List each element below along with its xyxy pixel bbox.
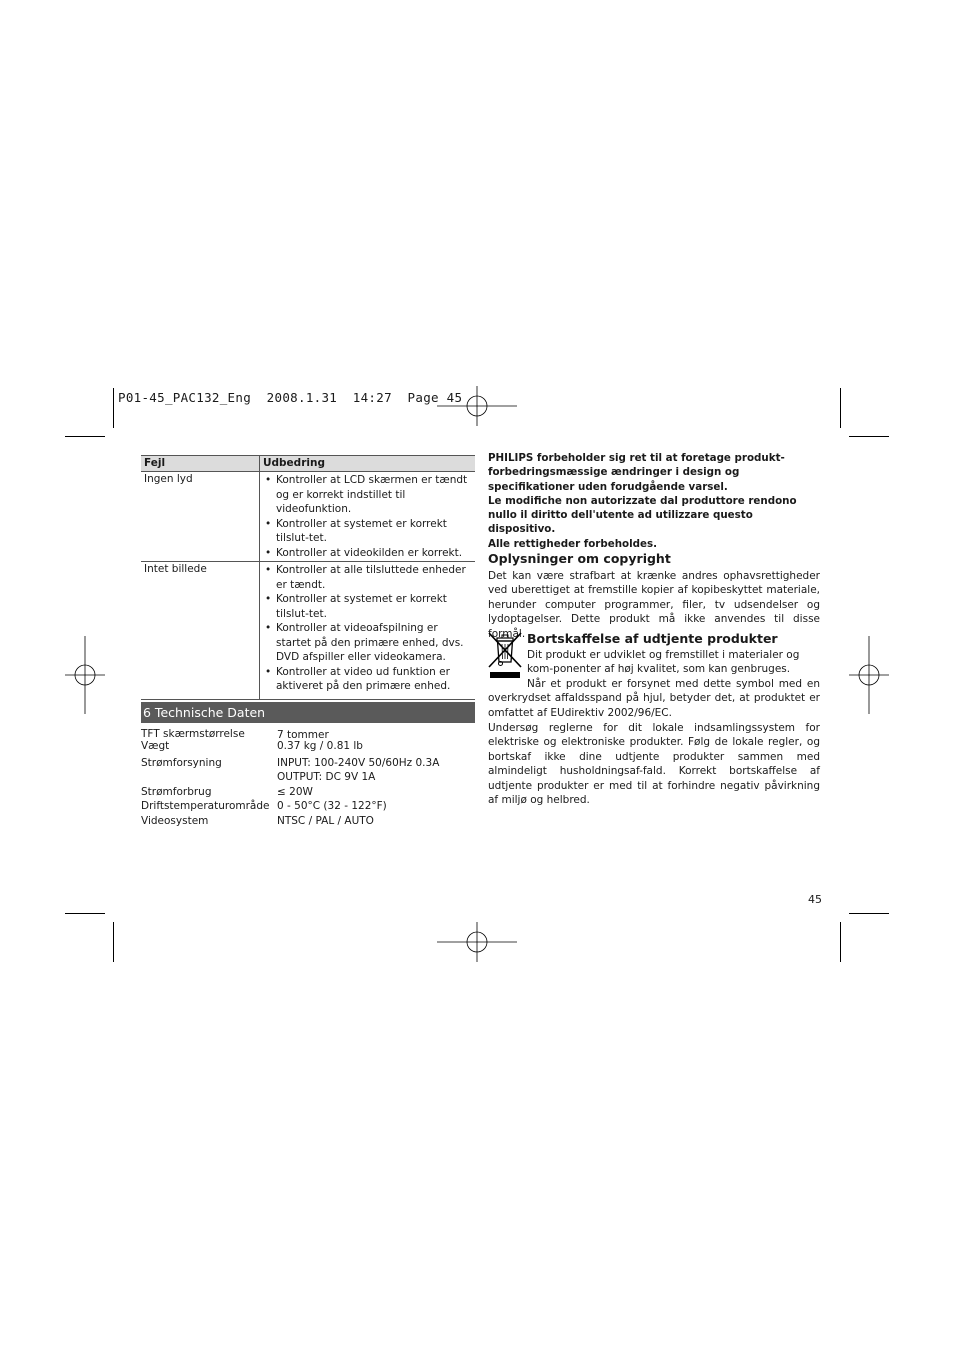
table-row	[141, 784, 475, 799]
spec-key: Videosystem	[141, 815, 209, 827]
spec-key: TFT skærmstørrelse	[141, 728, 245, 740]
list-item: • Kontroller at video ud funktion er aktiveret på den primære enhed.	[263, 665, 472, 694]
spec-key: Vægt	[141, 740, 170, 752]
disposal-paragraph: Undersøg reglerne for dit lokale indsamlingssystem for elektriske og elektroniske produkter. Følg de lokale regler, og bortskaf ikke dine udtjente produkter sammen med almindeligt husholdningsaf-fald. Korrekt bortskaffelse af udtjente produkter er med til at forhindre negativ påvirkning af miljø og helbred.	[488, 722, 820, 807]
table-row	[141, 750, 475, 770]
disposal-paragraph: Når et produkt er forsynet med dette symbol med en overkrydset affaldsspand på hjul, betyder det, at produktet er omfattet af EUdirektiv 2002/96/EC.	[488, 678, 820, 719]
list-item: • Kontroller at systemet er korrekt tilslut-tet.	[263, 517, 472, 546]
spec-key: Strømforbrug	[141, 786, 212, 798]
spec-value: OUTPUT: DC 9V 1A	[277, 771, 376, 783]
copyright-text: Det kan være strafbart at krænke andres ophavsrettigheder ved uberettiget at fremstille kopier af kopibeskyttet materiale, herunder computer programmer, filer, tv udsendelser og lydoptagelser. Dette produkt må ikke anvendes til disse formål.	[488, 570, 820, 640]
registration-mark-icon	[437, 922, 517, 962]
notice-paragraph: Alle rettigheder forbeholdes.	[488, 537, 658, 550]
spec-key: Driftstemperaturområde	[141, 800, 270, 812]
crop-mark	[840, 922, 841, 962]
solution-list	[263, 563, 472, 694]
crop-mark	[113, 388, 114, 428]
table-row	[141, 472, 475, 562]
table-row	[141, 562, 475, 700]
crop-mark	[65, 436, 105, 437]
table-row	[141, 813, 475, 828]
crossed-out-wheelie-bin-icon	[488, 632, 522, 680]
column-header-remedy: Udbedring	[260, 456, 476, 472]
spec-key	[141, 770, 277, 784]
troubleshooting-table	[141, 455, 475, 700]
spec-value: 7 tommer	[277, 729, 329, 741]
crop-mark	[849, 913, 889, 914]
disposal-heading: Bortskaffelse af udtjente produkter	[527, 631, 778, 646]
problem-cell: Ingen lyd	[141, 472, 260, 562]
spec-value: 0.37 kg / 0.81 lb	[277, 740, 363, 752]
solution-list	[263, 473, 472, 560]
spec-value: 0 - 50°C (32 - 122°F)	[277, 800, 387, 812]
list-item: • Kontroller at videokilden er korrekt.	[263, 546, 472, 561]
specs-table	[141, 727, 475, 828]
section-heading-technical-data: 6 Technische Daten	[141, 702, 475, 723]
column-header-fault: Fejl	[141, 456, 260, 472]
list-item: • Kontroller at videoafspilning er startet på den primære enhed, dvs. DVD afspiller eller videokamera.	[263, 621, 472, 665]
list-item: • Kontroller at LCD skærmen er tændt og er korrekt indstillet til videofunktion.	[263, 473, 472, 517]
spec-value: NTSC / PAL / AUTO	[277, 815, 374, 827]
notice-paragraph: Le modifiche non autorizzate dal produttore rendono nullo il diritto dell'utente ad utilizzare questo dispositivo.	[488, 494, 797, 536]
disposal-paragraph: Dit produkt er udviklet og fremstillet i materialer og kom-ponenter af høj kvalitet, som kan genbruges.	[527, 649, 800, 676]
registration-mark-icon	[65, 636, 105, 714]
crop-mark	[113, 922, 114, 962]
solutions-cell	[260, 472, 476, 562]
spec-value: INPUT: 100-240V 50/60Hz 0.3A	[277, 757, 440, 769]
registration-mark-icon	[849, 636, 889, 714]
spec-key: Strømforsyning	[141, 757, 222, 769]
notice-paragraph: PHILIPS forbeholder sig ret til at foretage produkt-forbedringsmæssige ændringer i design og specifikationer uden forudgående varsel.	[488, 452, 785, 493]
table-header-row	[141, 456, 475, 472]
crop-mark	[840, 388, 841, 428]
solutions-cell	[260, 562, 476, 700]
page-number: 45	[808, 893, 822, 906]
crop-mark	[65, 913, 105, 914]
table-row	[141, 742, 475, 750]
list-item: • Kontroller at systemet er korrekt tilslut-tet.	[263, 592, 472, 621]
copyright-heading: Oplysninger om copyright	[488, 551, 671, 566]
list-item: • Kontroller at alle tilsluttede enheder er tændt.	[263, 563, 472, 592]
print-slug: P01-45_PAC132_Eng 2008.1.31 14:27 Page 45	[118, 390, 463, 405]
rights-notice	[488, 451, 820, 551]
registration-mark-icon	[437, 386, 517, 426]
table-row	[141, 799, 475, 813]
crop-mark	[849, 436, 889, 437]
problem-cell: Intet billede	[141, 562, 260, 700]
spec-value: ≤ 20W	[277, 786, 313, 798]
table-row	[141, 770, 475, 784]
